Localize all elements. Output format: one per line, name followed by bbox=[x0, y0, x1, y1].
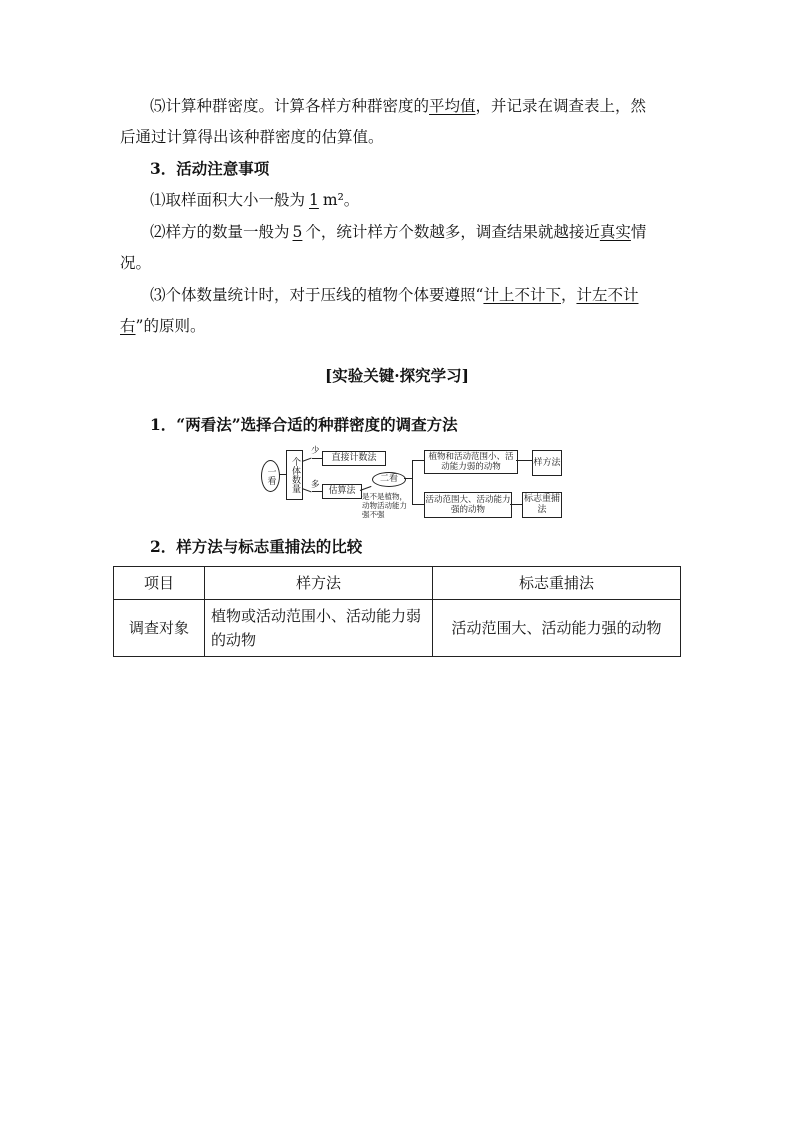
note-1 bbox=[150, 189, 359, 211]
arrow-many bbox=[312, 491, 322, 492]
note-3-line2 bbox=[120, 315, 205, 337]
first-look-label: 一看 bbox=[265, 467, 276, 485]
note-2-line1 bbox=[150, 221, 646, 243]
small-range-box: 植物和活动范围小、活动能力弱的动物 bbox=[424, 450, 518, 474]
note-3-line1 bbox=[150, 284, 638, 306]
note-3-rule-2-end: 右 bbox=[120, 317, 136, 335]
step5-average: 平均值 bbox=[429, 97, 476, 115]
few-label: 少 bbox=[311, 446, 320, 456]
item1-title: 1．“两看法”选择合适的种群密度的调查方法 bbox=[150, 415, 458, 434]
arrow-quadrat bbox=[516, 460, 532, 461]
connector bbox=[279, 474, 286, 475]
table-cell: 调查对象 bbox=[114, 600, 205, 657]
criterion-label: 是不是植物，动物活动能力强不强 bbox=[362, 492, 407, 519]
connector-fork bbox=[404, 478, 412, 479]
quadrat-box: 样方法 bbox=[532, 450, 562, 476]
table-cell: 植物或活动范围小、活动能力弱的动物 bbox=[205, 600, 433, 657]
note-2-real: 真实 bbox=[599, 223, 631, 241]
table-header-row bbox=[114, 567, 681, 600]
note-3-rule-2: 计左不计 bbox=[576, 286, 639, 304]
note-2-text-a: ⑵样方的数量一般为 bbox=[150, 223, 290, 241]
table-header: 样方法 bbox=[205, 567, 433, 600]
many-label: 多 bbox=[311, 480, 320, 490]
estimate-box: 估算法 bbox=[322, 484, 362, 499]
large-range-box: 活动范围大、活动能力强的动物 bbox=[424, 492, 512, 518]
step5-line2: 后通过计算得出该种群密度的估算值。 bbox=[120, 128, 384, 146]
fork-top bbox=[412, 460, 424, 461]
notes-heading: 3．活动注意事项 bbox=[150, 159, 270, 178]
second-look-oval: 二看 bbox=[372, 472, 406, 487]
note-3-text-b: ”的原则。 bbox=[135, 317, 206, 335]
arrow-mark-recapture bbox=[510, 504, 522, 505]
arrow-few bbox=[312, 458, 322, 459]
step5-line1 bbox=[150, 95, 646, 117]
note-3-sep: ， bbox=[560, 286, 577, 304]
note-3-rule-1: 计上不计下 bbox=[483, 286, 561, 304]
item2-title: 2．样方法与标志重捕法的比较 bbox=[150, 537, 363, 556]
table-header: 项目 bbox=[114, 567, 205, 600]
note-2-line2: 况。 bbox=[120, 254, 152, 272]
table-header: 标志重捕法 bbox=[433, 567, 681, 600]
note-2-value: 5 bbox=[292, 223, 303, 241]
direct-count-box: 直接计数法 bbox=[322, 451, 386, 466]
note-2-text-c: 情 bbox=[630, 223, 647, 241]
branch-few-line bbox=[302, 458, 312, 462]
individual-count-label: 个体数量 bbox=[290, 457, 300, 493]
comparison-table bbox=[113, 566, 681, 657]
mark-recapture-box: 标志重捕法 bbox=[522, 492, 562, 518]
table-row bbox=[114, 600, 681, 657]
note-1-value: 1 bbox=[309, 191, 319, 209]
first-look-oval bbox=[261, 460, 280, 492]
note-3-text-a: ⑶个体数量统计时，对于压线的植物个体要遵照“ bbox=[150, 286, 484, 304]
note-1-text: ⑴取样面积大小一般为 bbox=[150, 191, 306, 209]
two-look-flowchart bbox=[258, 448, 568, 524]
note-1-unit: m²。 bbox=[322, 191, 360, 209]
note-2-text-b: 个，统计样方个数越多，调查结果就越接近 bbox=[305, 223, 600, 241]
table-cell: 活动范围大、活动能力强的动物 bbox=[433, 600, 681, 657]
section-title: [实验关键·探究学习] bbox=[324, 366, 470, 385]
step5-text-a: ⑸计算种群密度。计算各样方种群密度的 bbox=[150, 97, 430, 115]
step5-text-b: ，并记录在调查表上，然 bbox=[475, 97, 647, 115]
individual-count-box bbox=[286, 450, 303, 500]
